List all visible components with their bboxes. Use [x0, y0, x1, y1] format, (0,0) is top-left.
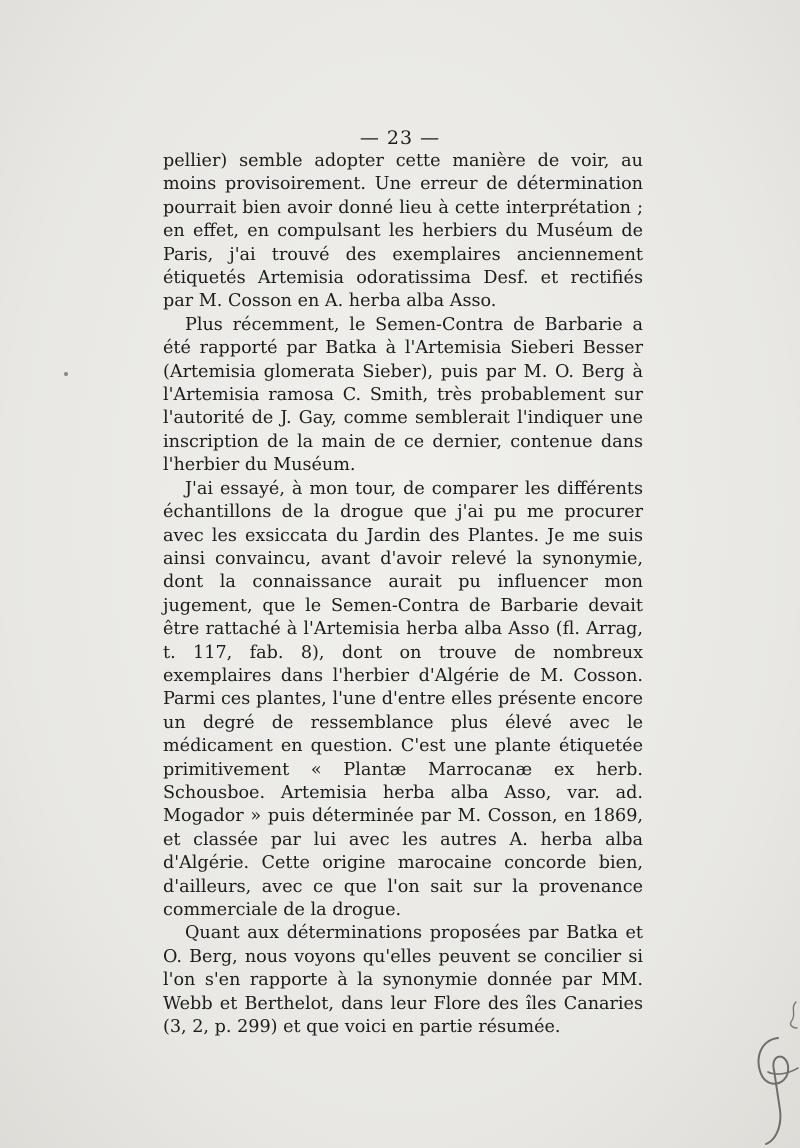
paragraph-1: pellier) semble adopter cette manière de voir, au moins provisoirement. Une erreur de détermination pourrait bien avoir donné lieu à cette interprétation ; en effet, en compulsant les herbiers du Muséum de Paris, j'ai trouvé des exemplaires anciennement étiquetés Artemisia odoratissima Desf. et rectifiés par M. Cosson en A. herba alba Asso. — [163, 151, 643, 312]
paragraph-2: Plus récemment, le Semen-Contra de Barbarie a été rapporté par Batka à l'Artemisia Sieberi Besser (Artemisia glomerata Sieber), puis par M. O. Berg à l'Artemisia ramosa C. Smith, très probablement sur l'autorité de J. Gay, comme semblerait l'indiquer une inscription de la main de ce dernier, contenue dans l'herbier du Muséum. — [163, 314, 643, 476]
paragraph-3: J'ai essayé, à mon tour, de comparer les différents échantillons de la drogue que j'ai pu me procurer avec les exsiccata du Jardin des Plantes. Je me suis ainsi convaincu, avant d'avoir relevé la synonymie, dont la connaissance aurait pu influencer mon jugement, que le Semen-Contra de Barbarie devait être rattaché à l'Artemisia herba alba Asso (fl. Arrag, t. 117, fab. 8), dont on trouve de nombreux exemplaires dans l'herbier d'Algérie de M. Cosson. Parmi ces plantes, l'une d'entre elles présente encore un degré de ressemblance plus élevé avec le médicament en question. C'est une plante étiquetée primitivement « Plantæ Marrocanæ ex herb. Schousboe. Artemisia herba alba Asso, var. ad. Mogador » puis déterminée par M. Cosson, en 1869, et classée par lui avec les autres A. herba alba d'Algérie. Cette origine marocaine concorde bien, d'ailleurs, avec ce que l'on sait sur la provenance commerciale de la drogue. — [163, 478, 643, 920]
corner-scribble-icon — [788, 1000, 798, 1030]
handwritten-mark-icon — [740, 1010, 800, 1148]
margin-dot-mark — [64, 372, 68, 376]
body-text — [163, 150, 643, 1039]
paragraph-4: Quant aux déterminations proposées par Batka et O. Berg, nous voyons qu'elles peuvent se concilier si l'on s'en rapporte à la synonymie donnée par MM. Webb et Berthelot, dans leur Flore des îles Canaries (3, 2, p. 299) et que voici en partie résumée. — [163, 923, 643, 1038]
page-number: — 23 — — [359, 127, 441, 149]
